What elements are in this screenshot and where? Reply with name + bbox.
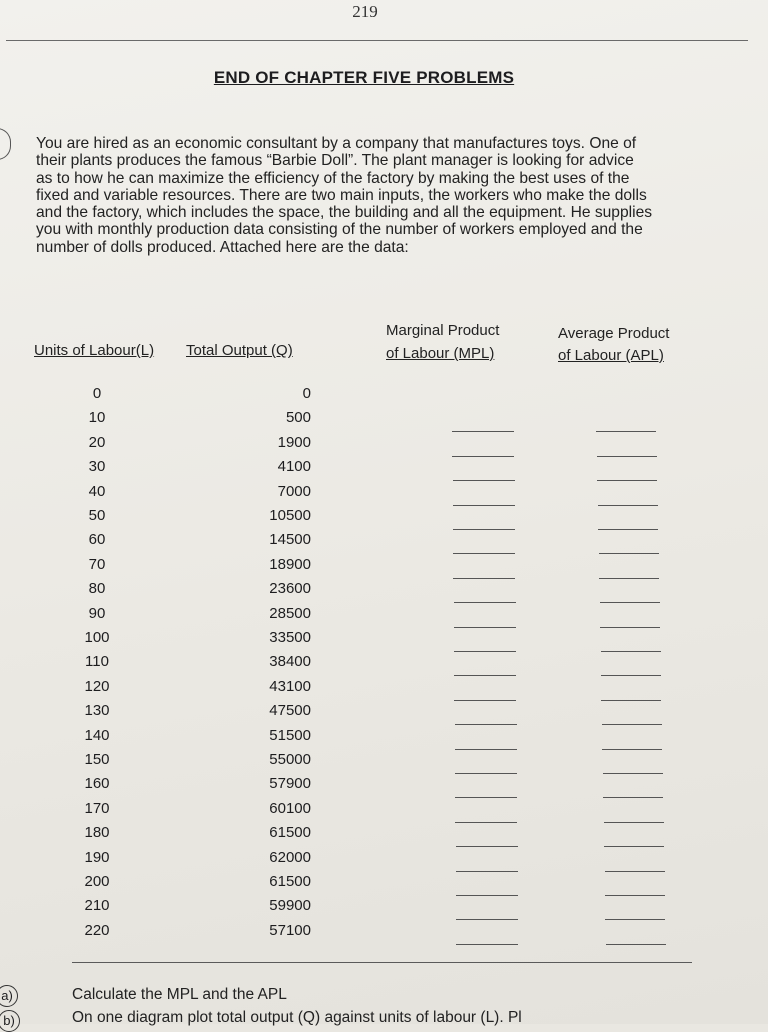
- apl-blank-line: [599, 553, 659, 554]
- mpl-blank-line: [456, 919, 518, 920]
- output-cell: 4100: [277, 458, 311, 476]
- labour-cell: 170: [84, 799, 110, 817]
- intro-line: fixed and variable resources. There are two main inputs, the workers who make the dolls: [36, 186, 647, 204]
- bottom-rule: [72, 962, 692, 963]
- intro-line: number of dolls produced. Attached here are the data:: [36, 238, 409, 256]
- output-cell: 51500: [269, 726, 311, 744]
- margin-bracket-mark: [0, 128, 11, 160]
- output-cell: 10500: [269, 507, 311, 524]
- question-b-marker: b): [0, 1010, 20, 1032]
- apl-blank-line: [601, 651, 661, 652]
- apl-blank-line: [599, 578, 659, 579]
- output-cell: 33500: [269, 629, 311, 646]
- labour-cell: 110: [85, 653, 109, 671]
- labour-cell: 0: [92, 385, 102, 402]
- header-mpl-line2: of Labour (MPL): [386, 345, 495, 362]
- mpl-blank-line: [455, 822, 517, 823]
- apl-blank-line: [598, 505, 658, 506]
- intro-paragraph: [36, 135, 748, 256]
- output-cell: 59900: [269, 897, 311, 915]
- output-cell: 47500: [269, 702, 311, 720]
- apl-blank-line: [597, 480, 657, 481]
- question-a-text: Calculate the MPL and the APL: [72, 986, 287, 1003]
- output-cell: 62000: [269, 848, 311, 866]
- output-cell: 61500: [269, 873, 311, 890]
- header-labour: Units of Labour(L): [34, 342, 155, 359]
- labour-cell: 60: [88, 531, 106, 549]
- mpl-blank-line: [456, 846, 518, 847]
- mpl-blank-line: [453, 578, 515, 579]
- mpl-blank-line: [455, 749, 517, 750]
- mpl-blank-line: [455, 773, 517, 774]
- labour-cell: 180: [84, 824, 110, 842]
- apl-blank-line: [606, 944, 666, 945]
- apl-blank-line: [604, 846, 664, 847]
- labour-cell: 210: [84, 897, 110, 915]
- labour-cell: 90: [88, 604, 106, 622]
- labour-cell: 190: [84, 848, 110, 866]
- apl-blank-line: [598, 529, 658, 530]
- labour-cell: 100: [84, 629, 110, 646]
- mpl-blank-line: [455, 724, 517, 725]
- header-apl-line2: of Labour (APL): [558, 347, 664, 364]
- apl-blank-line: [600, 602, 660, 603]
- output-cell: 14500: [269, 531, 311, 549]
- intro-line: their plants produces the famous “Barbie Doll”. The plant manager is looking for advice: [36, 152, 634, 170]
- output-cell: 7000: [277, 482, 311, 500]
- mpl-blank-line: [454, 651, 516, 652]
- labour-cell: 30: [88, 458, 106, 476]
- labour-cell: 220: [84, 921, 110, 939]
- labour-cell: 70: [88, 555, 106, 573]
- chapter-title: END OF CHAPTER FIVE PROBLEMS: [213, 68, 515, 87]
- mpl-blank-line: [454, 675, 516, 676]
- header-mpl-line1: Marginal Product: [386, 322, 500, 339]
- apl-blank-line: [596, 431, 656, 432]
- labour-cell: 50: [88, 507, 106, 524]
- intro-line: as to how he can maximize the efficiency of the factory by making the best uses of the: [36, 169, 630, 187]
- question-a-marker: a): [0, 985, 18, 1007]
- output-cell: 57900: [269, 775, 311, 793]
- mpl-blank-line: [453, 505, 515, 506]
- apl-blank-line: [601, 675, 661, 676]
- output-cell: 57100: [269, 921, 311, 939]
- output-cell: 0: [302, 385, 311, 402]
- labour-cell: 140: [84, 726, 110, 744]
- mpl-blank-line: [453, 480, 515, 481]
- output-cell: 28500: [269, 604, 311, 622]
- mpl-blank-line: [455, 797, 517, 798]
- output-cell: 23600: [269, 580, 311, 598]
- mpl-blank-line: [454, 627, 516, 628]
- apl-blank-line: [602, 724, 662, 725]
- mpl-blank-line: [452, 456, 514, 457]
- labour-cell: 130: [84, 702, 110, 720]
- mpl-blank-line: [452, 431, 514, 432]
- labour-cell: 150: [84, 751, 110, 768]
- mpl-blank-line: [453, 553, 515, 554]
- labour-cell: 40: [88, 482, 106, 500]
- output-cell: 38400: [269, 653, 311, 671]
- page-number: 219: [352, 2, 378, 21]
- header-output: Total Output (Q): [186, 342, 293, 359]
- apl-blank-line: [605, 919, 665, 920]
- output-cell: 60100: [269, 799, 311, 817]
- mpl-blank-line: [456, 944, 518, 945]
- apl-blank-line: [597, 456, 657, 457]
- mpl-blank-line: [454, 602, 516, 603]
- top-rule: [6, 40, 748, 41]
- labour-cell: 120: [84, 677, 110, 695]
- intro-line: and the factory, which includes the space, the building and all the equipment. He supplies: [36, 204, 653, 222]
- intro-line: You are hired as an economic consultant by a company that manufactures toys. One of: [36, 135, 637, 152]
- apl-blank-line: [601, 700, 661, 701]
- mpl-blank-line: [454, 700, 516, 701]
- mpl-blank-line: [453, 529, 515, 530]
- labour-cell: 200: [84, 873, 110, 890]
- labour-cell: 80: [88, 580, 106, 598]
- output-cell: 61500: [269, 824, 311, 842]
- apl-blank-line: [600, 627, 660, 628]
- mpl-blank-line: [456, 871, 518, 872]
- labour-cell: 160: [84, 775, 110, 793]
- intro-line: you with monthly production data consisting of the number of workers employed and the: [36, 221, 643, 239]
- apl-blank-line: [602, 749, 662, 750]
- output-cell: 18900: [269, 555, 311, 573]
- apl-blank-line: [605, 895, 665, 896]
- apl-blank-line: [603, 773, 663, 774]
- mpl-blank-line: [456, 895, 518, 896]
- labour-cell: 20: [88, 433, 106, 451]
- output-cell: 55000: [269, 751, 311, 768]
- output-cell: 43100: [269, 677, 311, 695]
- question-b-text: On one diagram plot total output (Q) against units of labour (L). Pl: [72, 1009, 522, 1026]
- apl-blank-line: [604, 822, 664, 823]
- header-apl-line1: Average Product: [558, 325, 670, 342]
- apl-blank-line: [603, 797, 663, 798]
- apl-blank-line: [605, 871, 665, 872]
- labour-cell: 10: [88, 409, 106, 427]
- output-cell: 1900: [277, 433, 311, 451]
- output-cell: 500: [285, 409, 311, 427]
